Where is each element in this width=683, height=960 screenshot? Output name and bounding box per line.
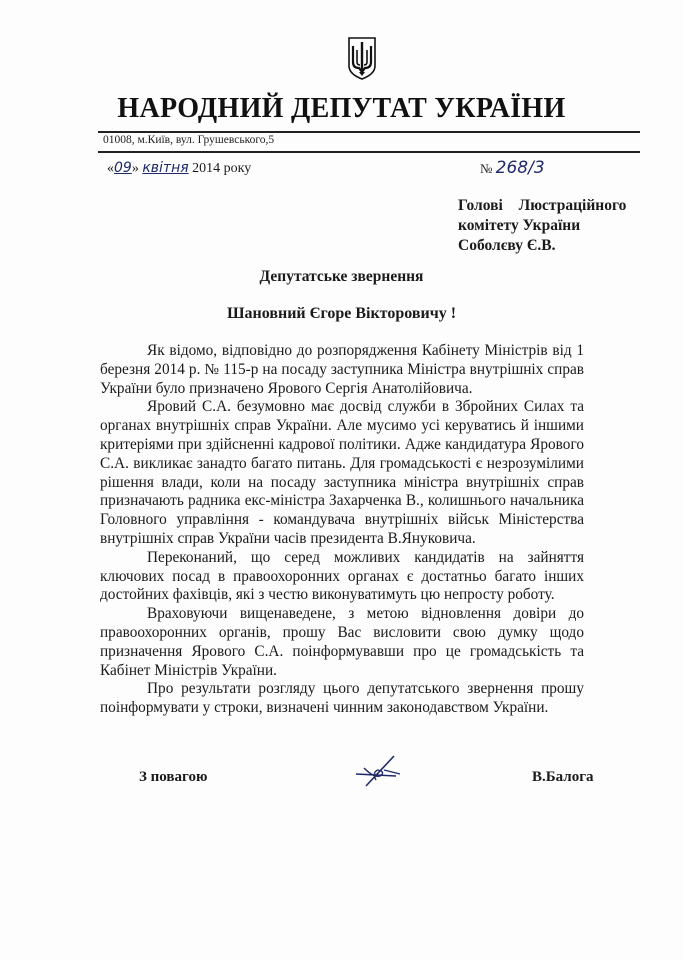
addressee-block [458, 196, 626, 256]
addressee-line: комітету України [458, 217, 581, 234]
date-close-quote: » [131, 161, 139, 176]
closing-phrase: З повагою [139, 769, 208, 785]
salutation: Шановний Єгоре Вікторовичу ! [226, 305, 457, 322]
body-paragraph: Про результати розгляду цього депутатського звернення прошу поінформувати у строки, визначені чинним законодавством України. [100, 680, 584, 717]
body-paragraph: Враховуючи вищенаведене, з метою відновлення довіри до правоохоронних органів, прошу Вас висловити свою думку щодо призначення Ярового С.А. поінформувавши про це громадськість та Кабінет Міністрів України. [100, 605, 584, 679]
date-year: 2014 року [192, 161, 252, 176]
letterhead-title: НАРОДНИЙ ДЕПУТАТ УКРАЇНИ [117, 93, 566, 124]
handwritten-signature-icon [350, 752, 410, 792]
date-month-handwritten: квітня [142, 160, 189, 176]
letter-body [100, 342, 584, 718]
header-rule-bottom [98, 151, 640, 153]
header-rule-top [98, 131, 640, 133]
registration-number [480, 158, 545, 178]
trident-coat-of-arms-icon [347, 36, 377, 80]
letter-date [107, 160, 251, 177]
date-day-handwritten: 09 [114, 160, 132, 176]
body-paragraph: Переконаний, що серед можливих кандидатів на зайняття ключових посад в правоохоронних органах є достатньо багато інших достойних фахівців, які з честю виконуватимуть цю непросту роботу. [100, 548, 584, 604]
number-value-handwritten: 268/3 [495, 158, 545, 178]
addressee-line: Соболєву Є.В. [458, 237, 556, 254]
letterhead-address: 01008, м.Київ, вул. Грушевського,5 [103, 134, 275, 146]
addressee-line: Голові Люстраційного [458, 197, 627, 214]
body-paragraph: Яровий С.А. безумовно має досвід служби в Збройних Силах та органах внутрішніх справ України. Але мусимо усі керуватись й іншими критеріями при здійсненні кадрової політики. Адже кандидатура Ярового С.А. викликає занадто багато питань. Для громадськості є незрозумілими рішення влади, коли на посаду заступника міністра внутрішніх справ призначають радника екс-міністра Захарченка В., колишнього начальника Головного управління - командувача внутрішніх військ Міністерства внутрішніх справ України часів президента В.Януковича. [100, 398, 584, 547]
date-open-quote: « [107, 161, 114, 176]
number-prefix: № [480, 161, 493, 176]
document-subject: Депутатське звернення [259, 268, 424, 285]
signer-name: В.Балога [532, 769, 594, 785]
body-paragraph: Як відомо, відповідно до розпорядження Кабінету Міністрів від 1 березня 2014 р. № 115-р на посаду заступника Міністра внутрішніх справ України було призначено Ярового Сергія Анатолійовича. [100, 342, 584, 397]
